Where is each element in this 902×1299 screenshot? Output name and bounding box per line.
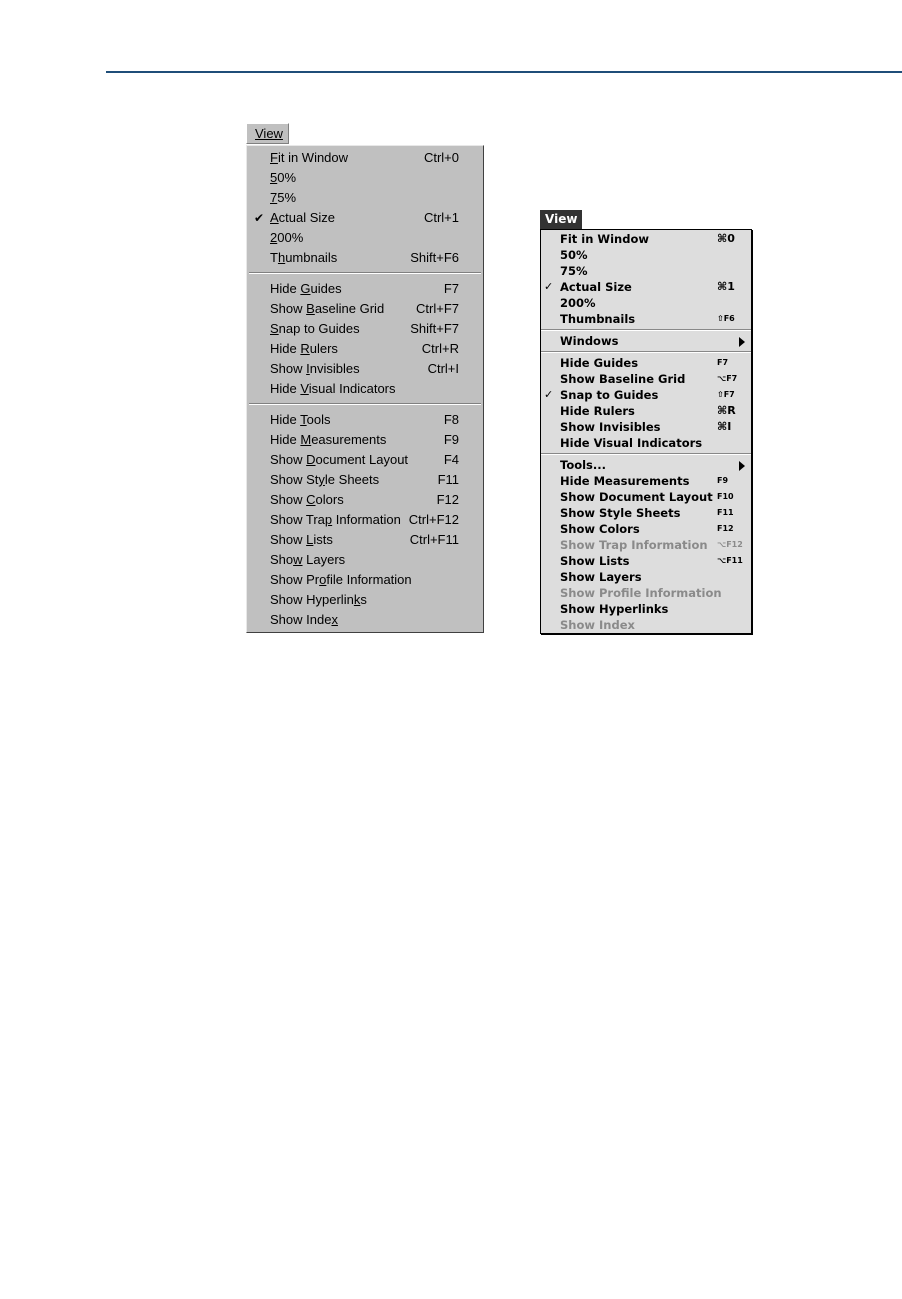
menu-item-windows[interactable] (541, 333, 751, 349)
menu-item-show-layers[interactable] (247, 550, 483, 570)
menu-item-label: Show Trap Information (270, 512, 401, 527)
menu-item-label: 75% (560, 264, 588, 278)
menu-item-hide-guides[interactable] (541, 355, 751, 371)
menu-item-label: Hide Measurements (560, 474, 690, 488)
menu-item-label: Snap to Guides (270, 321, 360, 336)
menu-item-label: Hide Visual Indicators (270, 381, 396, 396)
submenu-arrow-icon (739, 337, 745, 347)
checkmark-icon: ✓ (544, 280, 554, 293)
menu-item-75[interactable] (541, 263, 751, 279)
menu-item-show-document-layout[interactable] (541, 489, 751, 505)
menu-item-label: Show Invisibles (270, 361, 360, 376)
menu-item-tools[interactable] (541, 457, 751, 473)
windows-view-menu (246, 145, 484, 633)
menu-item-show-colors[interactable] (541, 521, 751, 537)
menu-item-hide-rulers[interactable] (247, 339, 483, 359)
menu-item-shortcut: ⌘I (717, 420, 732, 433)
menu-item-show-trap-information (541, 537, 751, 553)
menu-item-hide-guides[interactable] (247, 279, 483, 299)
menu-item-label: Show Hyperlinks (560, 602, 669, 616)
menu-item-label: Fit in Window (270, 150, 349, 165)
menu-item-label: Hide Visual Indicators (560, 436, 703, 450)
mac-view-menu (540, 229, 752, 634)
menu-item-label: Show Colors (270, 492, 344, 507)
menu-item-label: Show Style Sheets (270, 472, 380, 487)
menu-item-50[interactable] (247, 168, 483, 188)
menu-item-show-baseline-grid[interactable] (541, 371, 751, 387)
menu-item-shortcut: ⌘0 (717, 232, 735, 245)
menu-item-shortcut: F12 (436, 492, 459, 507)
menu-item-shortcut: F9 (717, 476, 729, 485)
menu-item-show-hyperlinks[interactable] (541, 601, 751, 617)
menu-item-label: 75% (270, 190, 297, 205)
menu-item-label: 50% (560, 248, 588, 262)
menu-item-actual-size[interactable] (247, 208, 483, 228)
menu-item-label: Fit in Window (560, 232, 650, 246)
menu-item-label: Hide Guides (270, 281, 342, 296)
menu-item-shortcut: ⌥F12 (717, 540, 743, 549)
menu-item-shortcut: Shift+F6 (410, 250, 459, 265)
menu-item-label: 50% (270, 170, 297, 185)
menu-item-label: Show Layers (270, 552, 346, 567)
menu-item-label: Windows (560, 334, 619, 348)
menu-item-shortcut: ⇧F7 (717, 390, 735, 399)
menu-item-show-lists[interactable] (541, 553, 751, 569)
menu-item-label: Tools... (560, 458, 607, 472)
menu-item-shortcut: ⌥F11 (717, 556, 743, 565)
checkmark-icon: ✔ (254, 211, 265, 225)
menu-item-label: Show Style Sheets (560, 506, 681, 520)
menu-item-show-profile-information (541, 585, 751, 601)
mac-view-menu-title[interactable]: View (540, 210, 582, 229)
menu-item-hide-visual-indicators[interactable] (247, 379, 483, 399)
menu-item-hide-measurements[interactable] (247, 430, 483, 450)
menu-item-200[interactable] (247, 228, 483, 248)
menu-item-shortcut: Ctrl+0 (423, 150, 459, 165)
menu-item-label: Hide Rulers (560, 404, 635, 418)
menu-item-label: Show Layers (560, 570, 642, 584)
menu-item-shortcut: F9 (443, 432, 459, 447)
menu-item-shortcut: ⌘R (717, 404, 736, 417)
menu-item-show-style-sheets[interactable] (247, 470, 483, 490)
menu-item-shortcut: F11 (437, 472, 459, 487)
menu-item-show-colors[interactable] (247, 490, 483, 510)
menu-item-label: Hide Measurements (270, 432, 387, 447)
menu-item-shortcut: Ctrl+I (427, 361, 459, 376)
menu-item-shortcut: Ctrl+F7 (416, 301, 459, 316)
menu-item-label: Show Lists (560, 554, 630, 568)
menu-item-shortcut: F8 (443, 412, 459, 427)
header-rule (106, 71, 902, 73)
menu-item-show-index (541, 617, 751, 633)
menu-item-shortcut: Ctrl+1 (423, 210, 459, 225)
menu-item-label: Hide Guides (560, 356, 639, 370)
menu-item-label: Show Lists (270, 532, 333, 547)
submenu-arrow-icon (739, 461, 745, 471)
menu-item-shortcut: Ctrl+F12 (408, 512, 459, 527)
menu-item-shortcut: ⌥F7 (717, 374, 738, 383)
menu-item-shortcut: F7 (443, 281, 459, 296)
menu-item-actual-size[interactable] (541, 279, 751, 295)
menu-item-show-trap-information[interactable] (247, 510, 483, 530)
menu-separator (247, 399, 483, 410)
menu-item-shortcut: ⌘1 (717, 280, 735, 293)
menu-item-fit-in-window[interactable] (247, 148, 483, 168)
menu-item-thumbnails[interactable] (541, 311, 751, 327)
menu-item-show-invisibles[interactable] (541, 419, 751, 435)
menu-separator (247, 268, 483, 279)
menu-item-hide-rulers[interactable] (541, 403, 751, 419)
menu-item-label: Show Document Layout (560, 490, 713, 504)
menu-item-label: 200% (270, 230, 304, 245)
menu-item-label: Show Invisibles (560, 420, 661, 434)
menu-item-shortcut: F11 (717, 508, 734, 517)
menu-item-label: Hide Rulers (270, 341, 338, 356)
menu-item-label: Show Document Layout (270, 452, 409, 467)
menu-item-label: Actual Size (270, 210, 336, 225)
menu-item-label: Hide Tools (270, 412, 331, 427)
menu-item-label: Actual Size (560, 280, 632, 294)
menu-item-shortcut: Ctrl+R (421, 341, 459, 356)
menu-item-label: Show Colors (560, 522, 640, 536)
menu-item-label: Show Profile Information (270, 572, 412, 587)
menu-item-show-lists[interactable] (247, 530, 483, 550)
menu-item-show-layers[interactable] (541, 569, 751, 585)
menu-item-shortcut: F12 (717, 524, 734, 533)
menu-item-show-document-layout[interactable] (247, 450, 483, 470)
menu-item-label: Thumbnails (560, 312, 636, 326)
menu-item-label: Show Baseline Grid (560, 372, 686, 386)
menu-item-snap-to-guides[interactable] (247, 319, 483, 339)
menu-item-label: 200% (560, 296, 596, 310)
menu-item-label: Show Index (270, 612, 338, 627)
menu-item-50[interactable] (541, 247, 751, 263)
menu-item-label: Show Hyperlinks (270, 592, 367, 607)
menu-item-show-profile-information[interactable] (247, 570, 483, 590)
menu-item-shortcut: F4 (443, 452, 459, 467)
menu-item-label: Show Profile Information (560, 586, 722, 600)
menu-item-thumbnails[interactable] (247, 248, 483, 268)
menu-item-label: Show Index (560, 618, 635, 632)
menu-item-label: Show Baseline Grid (270, 301, 385, 316)
menu-item-200[interactable] (541, 295, 751, 311)
menu-item-hide-measurements[interactable] (541, 473, 751, 489)
menu-item-shortcut: ⇧F6 (717, 314, 735, 323)
menu-item-show-hyperlinks[interactable] (247, 590, 483, 610)
menu-item-fit-in-window[interactable] (541, 231, 751, 247)
windows-view-menu-title[interactable]: View (246, 123, 289, 144)
menu-item-label: Show Trap Information (560, 538, 708, 552)
checkmark-icon: ✓ (544, 388, 554, 401)
menu-item-shortcut: Shift+F7 (410, 321, 459, 336)
menu-item-hide-visual-indicators[interactable] (541, 435, 751, 451)
menu-item-shortcut: Ctrl+F11 (409, 532, 459, 547)
menu-item-show-baseline-grid[interactable] (247, 299, 483, 319)
menu-item-hide-tools[interactable] (247, 410, 483, 430)
menu-item-show-index[interactable] (247, 610, 483, 630)
menu-item-shortcut: F10 (717, 492, 734, 501)
menu-item-75[interactable] (247, 188, 483, 208)
menu-item-snap-to-guides[interactable] (541, 387, 751, 403)
menu-item-shortcut: F7 (717, 358, 729, 367)
menu-item-show-style-sheets[interactable] (541, 505, 751, 521)
menu-item-show-invisibles[interactable] (247, 359, 483, 379)
menu-item-label: Snap to Guides (560, 388, 659, 402)
menu-item-label: Thumbnails (270, 250, 338, 265)
